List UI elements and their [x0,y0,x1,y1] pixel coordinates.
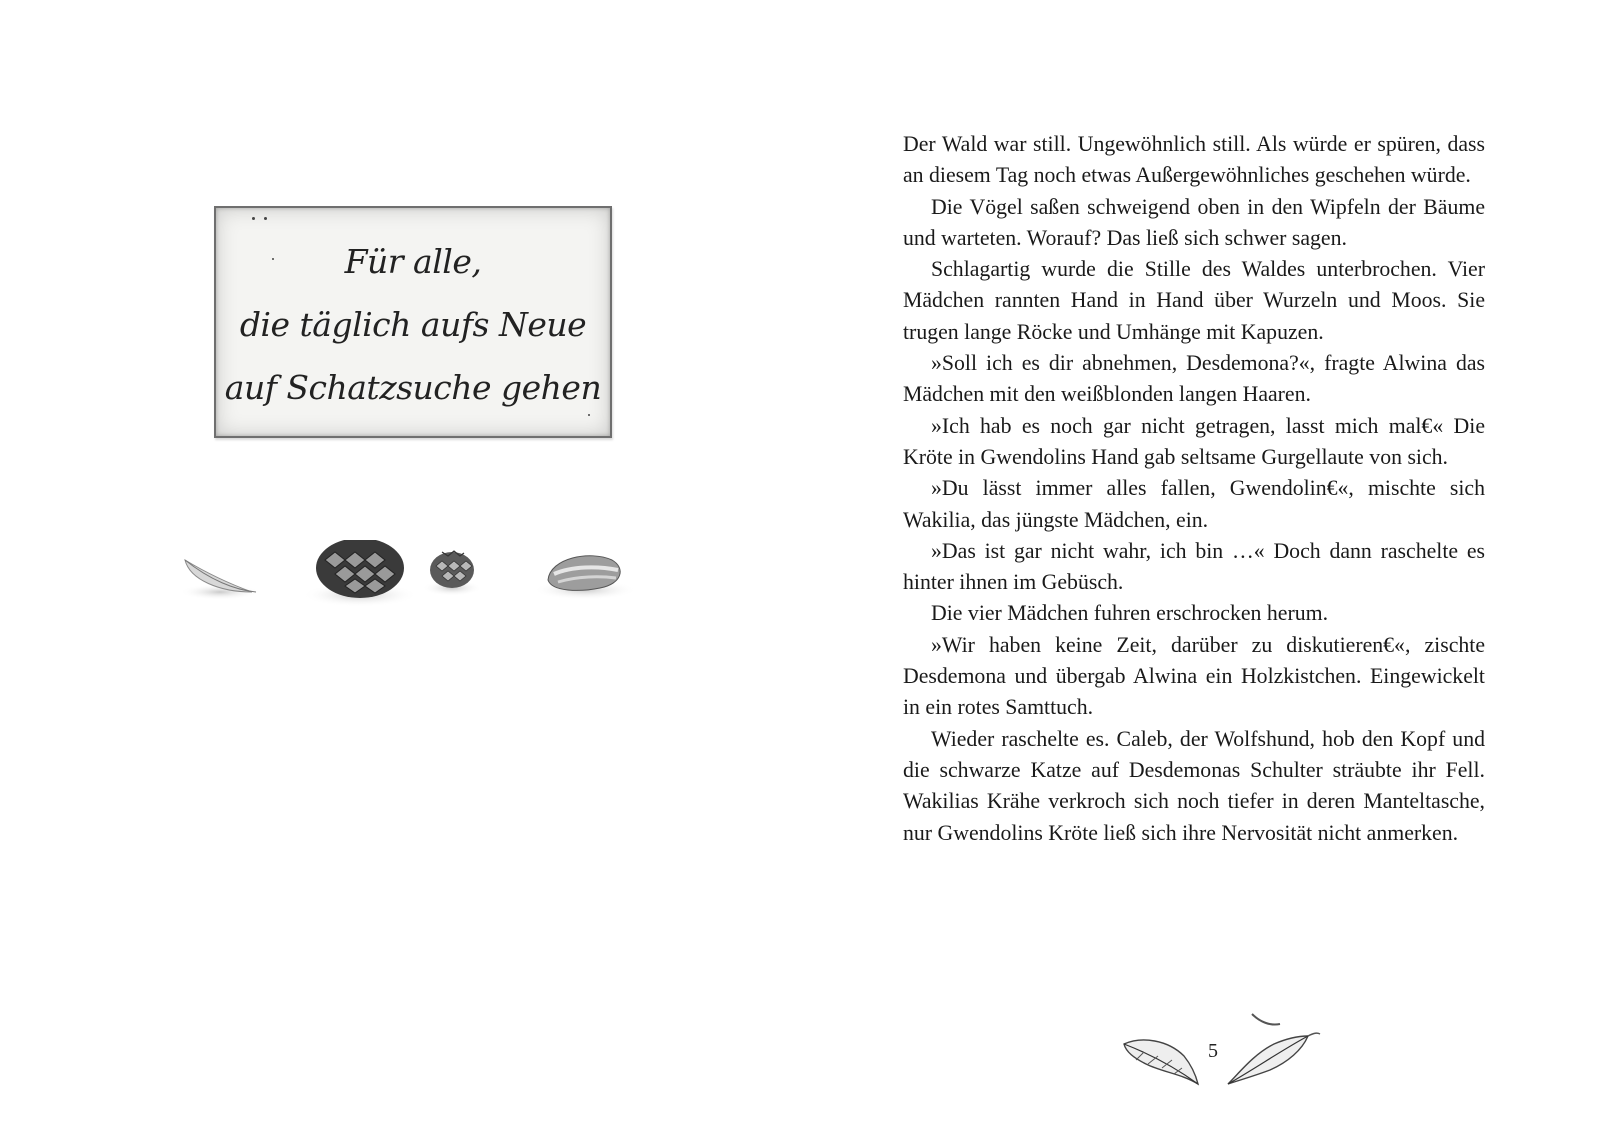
story-paragraph: Die Vögel saßen schweigend oben in den Wipfeln der Bäume und warteten. Worauf? Das ließ sich schwer sagen. [903,194,1485,250]
dedication-text [216,230,610,419]
speck-decoration [264,217,267,220]
story-paragraph: Schlagartig wurde die Stille des Waldes unterbrochen. Vier Mädchen rannten Hand in Hand über Wurzeln und Moos. Sie trugen lange Röcke und Umhänge mit Kapuzen. [903,257,1485,344]
leaf-icon [1122,1030,1200,1088]
speck-decoration [252,217,255,220]
dedication-card [214,206,612,438]
dedication-line: die täglich aufs Neue [239,305,587,344]
story-paragraph: »Soll ich es dir abnehmen, Desdemona?«, fragte Alwina das Mädchen mit den weißblonden langen Haaren. [903,351,1485,407]
story-paragraph: »Das ist gar nicht wahr, ich bin …« Doch dann raschelte es hinter ihnen im Gebüsch. [903,538,1485,595]
story-paragraph: Die vier Mädchen fuhren erschrocken herum. [931,601,1329,626]
treasure-illustration [180,540,660,640]
feather-icon [180,560,260,600]
story-text [903,129,1485,849]
story-paragraph: »Ich hab es noch gar nicht getragen, lasst mich mal€« Die Kröte in Gwendolins Hand gab seltsame Gurgellaute von sich. [903,413,1485,469]
dedication-line: Für alle, [344,242,482,281]
story-paragraph: Wieder raschelte es. Caleb, der Wolfshund, hob den Kopf und die schwarze Katze auf Desdemonas Schulter sträubte ihr Fell. Wakilias Krähe verkroch sich noch tiefer in deren Manteltasche, nur Gwendolins Kröte ließ sich ihre Nervosität nicht anmerken. [903,726,1485,845]
story-paragraph: »Wir haben keine Zeit, darüber zu diskutieren€«, zischte Desdemona und übergab Alwina ein Holzkistchen. Eingewickelt in ein rotes Samttuch. [903,632,1485,720]
leaf-icon [1226,1010,1322,1088]
pinecone-icon [302,540,418,607]
story-paragraph: Der Wald war still. Ungewöhnlich still. Als würde er spüren, dass an diesem Tag noch etwas Außergewöhnliches geschehen würde. [903,132,1485,188]
page-number: 5 [1208,1040,1218,1062]
dedication-line: auf Schatzsuche gehen [224,368,602,407]
small-pinecone-icon [422,551,482,596]
pebble-icon [533,556,637,600]
story-paragraph: »Du lässt immer alles fallen, Gwendolin€«, mischte sich Wakilia, das jüngste Mädchen, ein. [903,476,1485,532]
